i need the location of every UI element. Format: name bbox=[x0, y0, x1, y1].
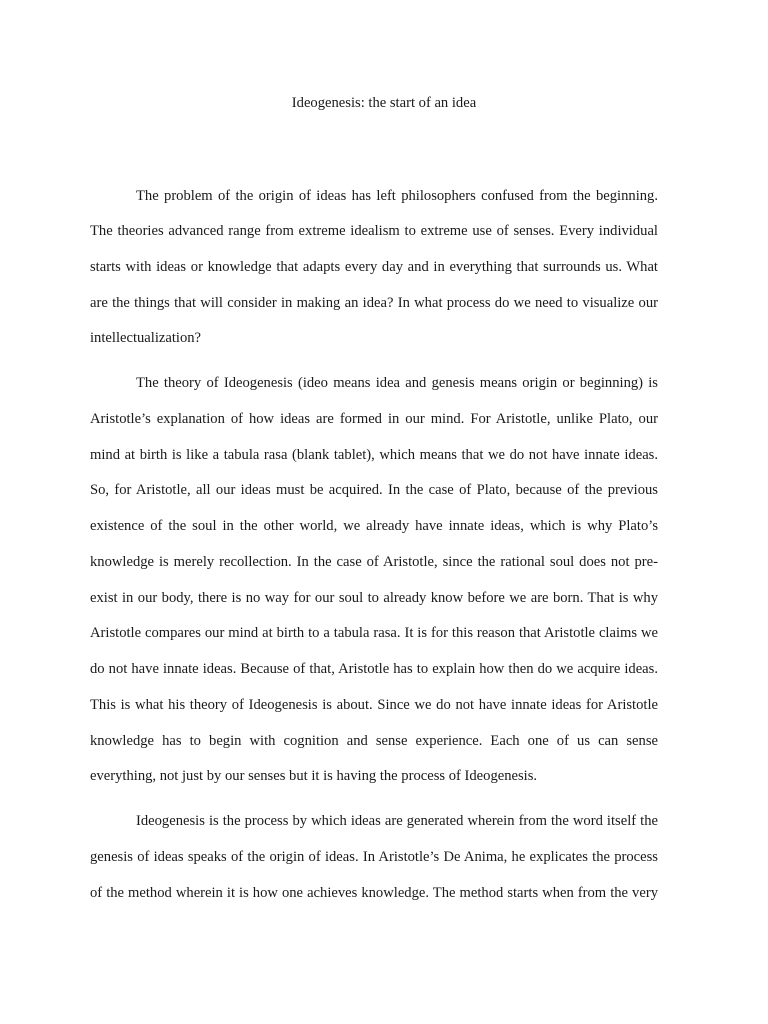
paragraph-1-line-5: intellectualization? bbox=[90, 330, 202, 346]
paragraph-2-line-11: knowledge has to begin with cognition and sense experience. Each one of us can sense bbox=[90, 733, 658, 749]
paragraph-2-line-7: exist in our body, there is no way for our soul to already know before we are born. That is why bbox=[90, 590, 658, 606]
paragraph-2-line-4: So, for Aristotle, all our ideas must be acquired. In the case of Plato, because of the previous bbox=[90, 482, 658, 498]
paragraph-2-line-8: Aristotle compares our mind at birth to a tabula rasa. It is for this reason that Aristotle claims we bbox=[90, 625, 658, 641]
paragraph-2-line-12: everything, not just by our senses but it is having the process of Ideogenesis. bbox=[90, 768, 538, 784]
paragraph-2-line-6: knowledge is merely recollection. In the case of Aristotle, since the rational soul does not pre- bbox=[90, 554, 658, 570]
document-title: Ideogenesis: the start of an idea bbox=[291, 95, 477, 111]
paragraph-2-line-10: This is what his theory of Ideogenesis is about. Since we do not have innate ideas for Aristotle bbox=[90, 697, 658, 713]
paragraph-3-line-2: genesis of ideas speaks of the origin of ideas. In Aristotle’s De Anima, he explicates the process bbox=[90, 849, 658, 865]
paragraph-3-line-1: Ideogenesis is the process by which ideas are generated wherein from the word itself the bbox=[136, 813, 658, 829]
paragraph-1-line-2: The theories advanced range from extreme idealism to extreme use of senses. Every individual bbox=[90, 223, 658, 239]
paragraph-2-line-5: existence of the soul in the other world, we already have innate ideas, which is why Plato’s bbox=[90, 518, 658, 534]
paragraph-3-line-3: of the method wherein it is how one achieves knowledge. The method starts when from the very bbox=[90, 885, 658, 901]
paragraph-1-line-1: The problem of the origin of ideas has left philosophers confused from the beginning. bbox=[136, 188, 658, 204]
paragraph-2-line-3: mind at birth is like a tabula rasa (blank tablet), which means that we do not have innate ideas. bbox=[90, 447, 658, 463]
paragraph-1-line-3: starts with ideas or knowledge that adapts every day and in everything that surrounds us. What bbox=[90, 259, 658, 275]
paragraph-2-line-1: The theory of Ideogenesis (ideo means idea and genesis means origin or beginning) is bbox=[136, 375, 658, 391]
paragraph-2-line-2: Aristotle’s explanation of how ideas are formed in our mind. For Aristotle, unlike Plato, our bbox=[90, 411, 658, 427]
paragraph-1-line-4: are the things that will consider in making an idea? In what process do we need to visualize our bbox=[90, 295, 658, 311]
paragraph-2-line-9: do not have innate ideas. Because of that, Aristotle has to explain how then do we acquire ideas. bbox=[90, 661, 658, 677]
